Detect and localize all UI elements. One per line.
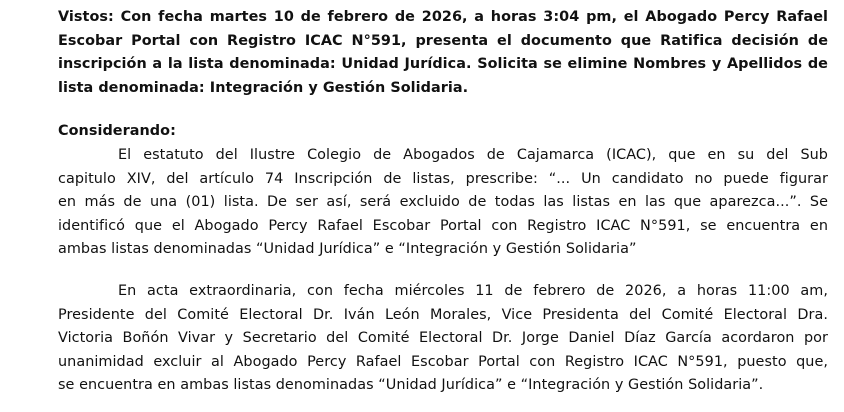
paragraph-line <box>58 304 828 328</box>
paragraph-line-text: en más de una (01) lista. De ser así, será excluido de todas las listas en las que aparezca...”. Se <box>58 194 828 211</box>
vistos-line-text: Escobar Portal con Registro ICAC N°591, presenta el documento que Ratifica decisión de <box>58 32 828 49</box>
paragraph-line <box>58 238 828 262</box>
vistos-line-text: inscripción a la lista denominada: Unidad Jurídica. Solicita se elimine Nombres y Apellidos de <box>58 56 828 73</box>
vistos-paragraph <box>58 6 828 100</box>
considerando-paragraph-2 <box>58 280 828 398</box>
paragraph-line-text: Victoria Boñón Vivar y Secretario del Comité Electoral Dr. Jorge Daniel Díaz García acordaron por <box>58 330 828 347</box>
paragraph-line <box>58 374 828 398</box>
paragraph-line-text: capitulo XIV, del artículo 74 Inscripción de listas, prescribe: “... Un candidato no puede figurar <box>58 170 828 187</box>
vistos-line <box>58 30 828 54</box>
vistos-line <box>58 53 828 77</box>
paragraph-line <box>58 215 828 239</box>
spacer <box>58 262 828 280</box>
paragraph-line-text: se encuentra en ambas listas denominadas “Unidad Jurídica” e “Integración y Gestión Solidaria”. <box>58 377 764 394</box>
paragraph-line <box>58 144 828 168</box>
document-body <box>58 6 828 398</box>
paragraph-line-text: En acta extraordinaria, con fecha miércoles 11 de febrero de 2026, a horas 11:00 am, <box>118 282 828 299</box>
paragraph-line <box>58 327 828 351</box>
vistos-line <box>58 77 828 101</box>
considerando-paragraph-1 <box>58 144 828 262</box>
vistos-line-text: lista denominada: Integración y Gestión Solidaria. <box>58 79 469 96</box>
paragraph-line <box>58 168 828 192</box>
paragraph-line <box>58 280 828 304</box>
paragraph-line <box>58 191 828 215</box>
spacer <box>58 100 828 120</box>
paragraph-line-text: identificó que el Abogado Percy Rafael Escobar Portal con Registro ICAC N°591, se encuentra en <box>58 217 828 234</box>
paragraph-line-text: unanimidad excluir al Abogado Percy Rafael Escobar Portal con Registro ICAC N°591, puesto que, <box>58 353 828 370</box>
considerando-heading: Considerando: <box>58 123 176 140</box>
paragraph-line <box>58 351 828 375</box>
paragraph-line-text: El estatuto del Ilustre Colegio de Abogados de Cajamarca (ICAC), que en su del Sub <box>118 146 828 163</box>
paragraph-line-text: Presidente del Comité Electoral Dr. Iván León Morales, Vice Presidenta del Comité Electoral Dra. <box>58 306 828 323</box>
paragraph-line-text: ambas listas denominadas “Unidad Jurídica” e “Integración y Gestión Solidaria” <box>58 241 637 258</box>
vistos-line-text: Vistos: Con fecha martes 10 de febrero de 2026, a horas 3:04 pm, el Abogado Percy Rafael <box>58 9 828 25</box>
vistos-line <box>58 6 828 30</box>
